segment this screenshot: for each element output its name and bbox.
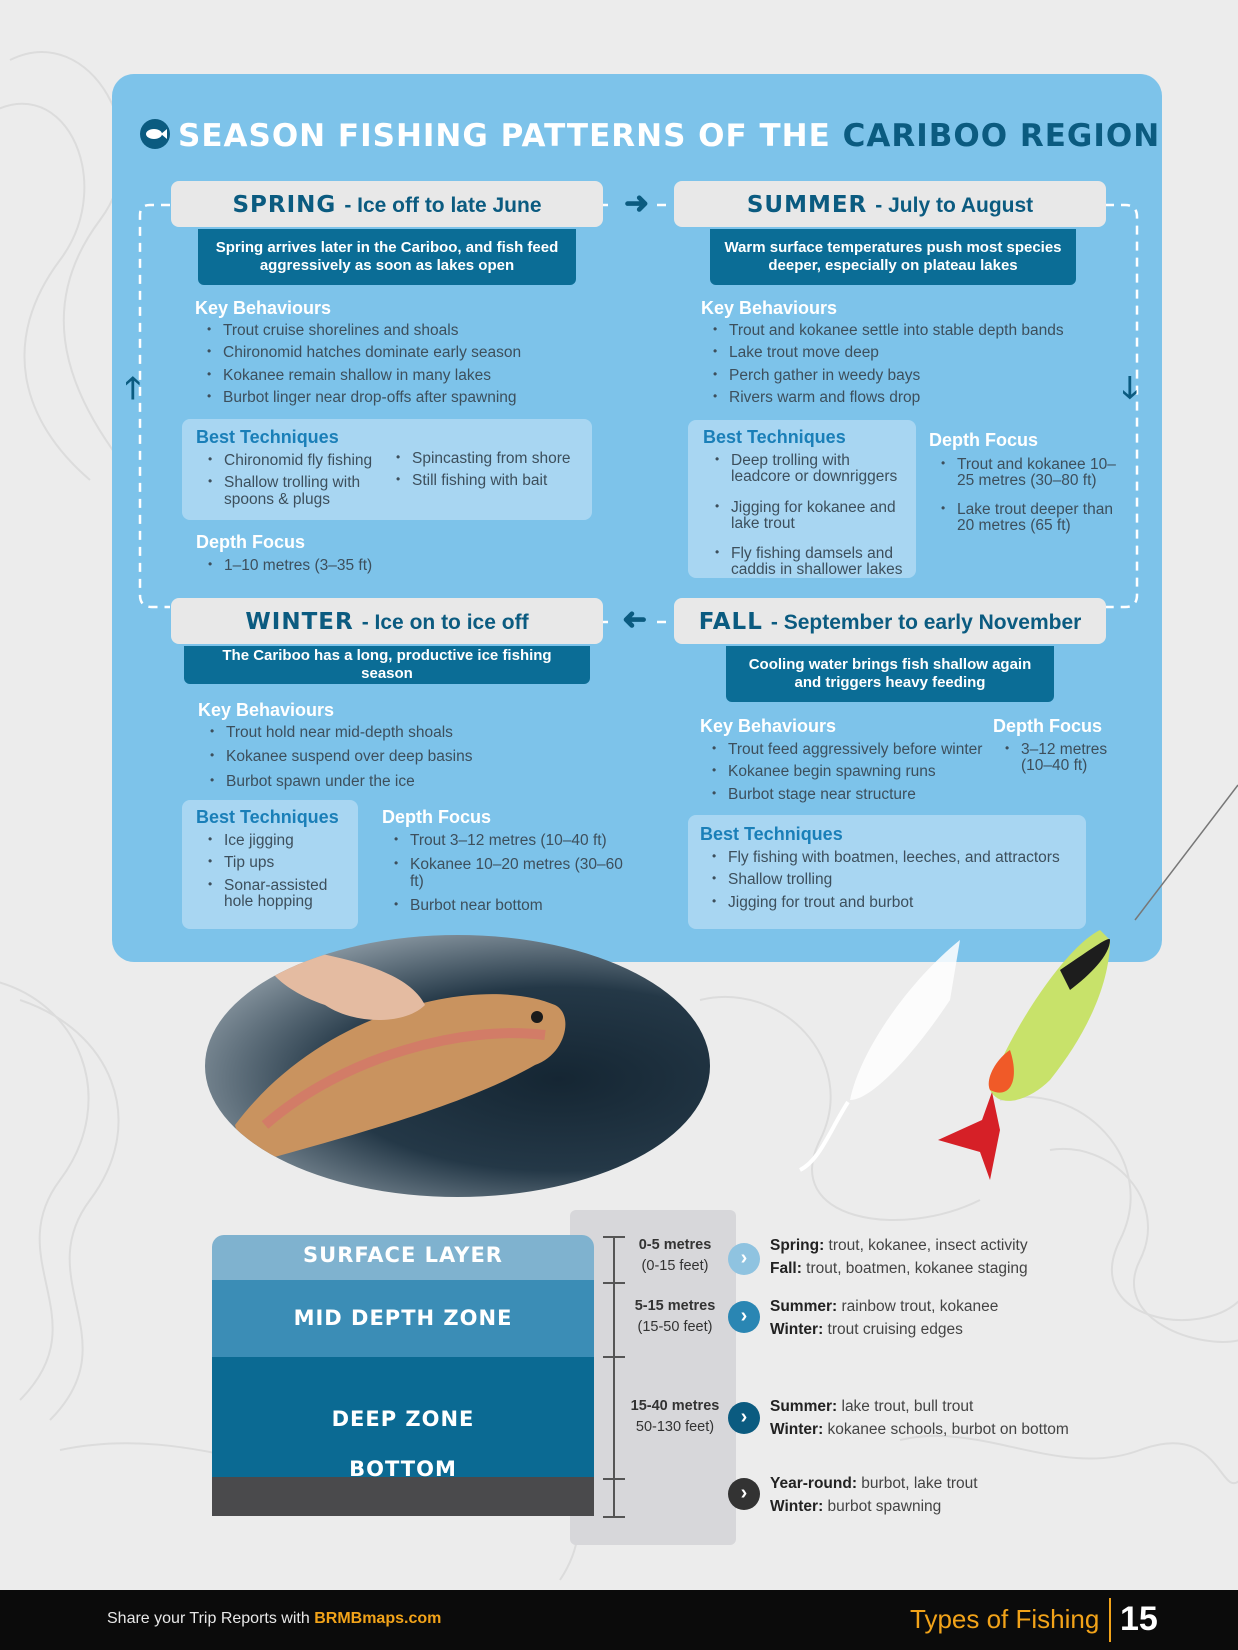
depth-notes-surface: [770, 1234, 1028, 1281]
list-item: • Burbot near bottom: [392, 898, 632, 914]
range-label-deep: [620, 1396, 730, 1438]
list-item: • 3–12 metres (10–40 ft): [1003, 742, 1113, 775]
note-season: Fall:: [770, 1260, 802, 1278]
chevron-right-icon: ›: [728, 1301, 760, 1333]
fall-name: FALL: [698, 609, 763, 635]
note-season: Year-round:: [770, 1475, 857, 1492]
winter-header: [171, 598, 603, 644]
list-item: • Burbot stage near structure: [710, 787, 990, 803]
winter-name: WINTER: [245, 609, 354, 635]
list-item: • Kokanee remain shallow in many lakes: [205, 368, 595, 384]
arrow-down-icon: 🡓: [1122, 372, 1138, 405]
list-item: • Sonar-assisted hole hopping: [206, 878, 356, 911]
footer-link[interactable]: BRMBmaps.com: [314, 1610, 442, 1627]
footer-section-title: Types of Fishing: [910, 1604, 1100, 1634]
summer-techniques-label: Best Techniques: [703, 427, 846, 447]
title-part1: SEASON FISHING PATTERNS OF THE: [178, 118, 831, 154]
spring-header: [171, 181, 603, 227]
range-feet: 50-130 feet): [635, 1419, 715, 1436]
bottom-zone: [212, 1457, 594, 1516]
fall-depth-label: Depth Focus: [993, 716, 1103, 736]
list-item: • Chironomid hatches dominate early season: [205, 345, 595, 361]
list-item: • Burbot spawn under the ice: [208, 774, 588, 790]
list-item: • Shallow trolling with spoons & plugs: [206, 475, 396, 508]
chevron-right-icon: ›: [728, 1402, 760, 1434]
list-item: • Trout hold near mid-depth shoals: [208, 725, 588, 741]
note-text: trout cruising edges: [823, 1321, 963, 1339]
list-item: • Kokanee 10–20 metres (30–60 ft): [392, 857, 632, 890]
summer-range: - July to August: [875, 194, 1034, 217]
fish-photo: [205, 935, 710, 1197]
footer-share: [107, 1610, 441, 1628]
spring-techniques-right: [394, 451, 594, 496]
spring-depth-label: Depth Focus: [196, 532, 306, 552]
depth-notes-deep: [770, 1395, 1069, 1442]
list-item: • Jigging for trout and burbot: [710, 895, 1090, 911]
chevron-right-icon: ›: [728, 1243, 760, 1275]
note-season: Winter:: [770, 1321, 824, 1339]
spring-range: - Ice off to late June: [344, 194, 542, 217]
depth-notes-bottom: [770, 1472, 978, 1519]
spring-techniques-left: [206, 453, 396, 514]
list-item: • Deep trolling with leadcore or downriggers: [713, 453, 913, 486]
summer-summary: Warm surface temperatures push most species deeper, especially on plateau lakes: [710, 229, 1076, 285]
spring-behaviours: [205, 323, 595, 412]
fall-depth: [1003, 742, 1113, 781]
depth-tick: [603, 1356, 625, 1358]
note-text: kokanee schools, burbot on bottom: [823, 1421, 1069, 1439]
list-item: • Trout and kokanee settle into stable depth bands: [711, 323, 1111, 339]
range-feet: (15-50 feet): [637, 1319, 713, 1336]
fall-behaviours-label: Key Behaviours: [700, 716, 837, 736]
depth-notes-mid: [770, 1295, 998, 1342]
summer-depth: [939, 457, 1119, 540]
layer-label: BOTTOM: [349, 1457, 457, 1481]
list-item: • Fly fishing with boatmen, leeches, and attractors: [710, 850, 1090, 866]
note-text: trout, boatmen, kokanee staging: [801, 1260, 1028, 1278]
winter-techniques-label: Best Techniques: [196, 807, 339, 827]
summer-header: [674, 181, 1106, 227]
footer-share-text: Share your Trip Reports with: [107, 1610, 315, 1627]
list-item: • Shallow trolling: [710, 872, 1090, 888]
note-season: Winter:: [770, 1421, 824, 1439]
list-item: • Still fishing with bait: [394, 473, 594, 489]
note-season: Summer:: [770, 1398, 838, 1415]
footer-bar: [0, 1590, 1238, 1650]
arrow-left-icon: ➜: [622, 603, 648, 636]
arrow-up-icon: 🡑: [125, 372, 141, 405]
range-feet: (0-15 feet): [641, 1258, 709, 1275]
spring-summary: Spring arrives later in the Cariboo, and fish feed aggressively as soon as lakes open: [198, 229, 576, 285]
list-item: • Burbot linger near drop-offs after spawning: [205, 390, 595, 406]
note-text: burbot spawning: [823, 1498, 942, 1516]
summer-behaviours-label: Key Behaviours: [701, 298, 838, 318]
fall-range: - September to early November: [770, 611, 1082, 634]
footer-divider: [1109, 1598, 1111, 1642]
depth-tick: [603, 1478, 625, 1480]
list-item: • Ice jigging: [206, 833, 356, 849]
note-season: Winter:: [770, 1498, 824, 1516]
list-item: • Fly fishing damsels and caddis in shallower lakes: [713, 546, 913, 579]
fishing-lures-illustration: [760, 780, 1238, 1200]
list-item: • Chironomid fly fishing: [206, 453, 396, 469]
winter-summary: The Cariboo has a long, productive ice fishing season: [184, 646, 590, 684]
range-label-mid: [620, 1296, 730, 1338]
spring-name: SPRING: [232, 192, 337, 218]
spring-techniques-label: Best Techniques: [196, 427, 339, 447]
range-metres: 0-5 metres: [638, 1237, 712, 1253]
summer-name: SUMMER: [746, 192, 868, 218]
mid-depth-zone: [212, 1280, 594, 1360]
depth-tick: [603, 1516, 625, 1518]
range-metres: 5-15 metres: [634, 1298, 716, 1314]
page-number: 15: [1120, 1600, 1158, 1638]
list-item: • Rivers warm and flows drop: [711, 390, 1111, 406]
layer-label: DEEP ZONE: [331, 1407, 475, 1431]
range-label-surface: [620, 1235, 730, 1277]
list-item: • 1–10 metres (3–35 ft): [206, 558, 506, 574]
winter-range: - Ice on to ice off: [361, 611, 529, 634]
list-item: • Tip ups: [206, 855, 356, 871]
note-text: trout, kokanee, insect activity: [824, 1237, 1028, 1254]
range-metres: 15-40 metres: [630, 1398, 720, 1414]
winter-depth: [392, 833, 632, 920]
chevron-right-icon: ›: [728, 1478, 760, 1510]
arrow-right-icon: ➜: [624, 187, 650, 220]
list-item: • Jigging for kokanee and lake trout: [713, 500, 913, 533]
spring-behaviours-label: Key Behaviours: [195, 298, 332, 318]
list-item: • Perch gather in weedy bays: [711, 368, 1111, 384]
note-text: burbot, lake trout: [856, 1475, 978, 1492]
title-part2: CARIBOO REGION: [842, 118, 1161, 154]
summer-behaviours: [711, 323, 1111, 412]
list-item: • Spincasting from shore: [394, 451, 594, 467]
list-item: • Lake trout deeper than 20 metres (65 ft): [939, 502, 1119, 535]
layer-label: SURFACE LAYER: [303, 1243, 503, 1267]
depth-ruler-line: [613, 1236, 615, 1518]
note-text: rainbow trout, kokanee: [837, 1298, 999, 1315]
depth-tick: [603, 1282, 625, 1284]
list-item: • Trout and kokanee 10–25 metres (30–80 ft): [939, 457, 1119, 490]
summer-depth-label: Depth Focus: [929, 430, 1039, 450]
summer-techniques: [713, 453, 913, 585]
spring-depth: [206, 558, 506, 580]
list-item: • Lake trout move deep: [711, 345, 1111, 361]
fall-summary: Cooling water brings fish shallow again and triggers heavy feeding: [726, 646, 1054, 702]
list-item: • Kokanee suspend over deep basins: [208, 749, 588, 765]
list-item: • Kokanee begin spawning runs: [710, 764, 990, 780]
list-item: • Trout feed aggressively before winter: [710, 742, 990, 758]
winter-techniques: [206, 833, 356, 916]
fall-header: [674, 598, 1106, 644]
list-item: • Trout 3–12 metres (10–40 ft): [392, 833, 632, 849]
fall-techniques-label: Best Techniques: [700, 824, 843, 844]
note-season: Spring:: [770, 1237, 825, 1254]
note-text: lake trout, bull trout: [837, 1398, 974, 1415]
winter-behaviours: [208, 725, 588, 796]
winter-behaviours-label: Key Behaviours: [198, 700, 335, 720]
layer-label: MID DEPTH ZONE: [293, 1306, 513, 1330]
winter-depth-label: Depth Focus: [382, 807, 492, 827]
list-item: • Trout cruise shorelines and shoals: [205, 323, 595, 339]
note-season: Summer:: [770, 1298, 838, 1315]
